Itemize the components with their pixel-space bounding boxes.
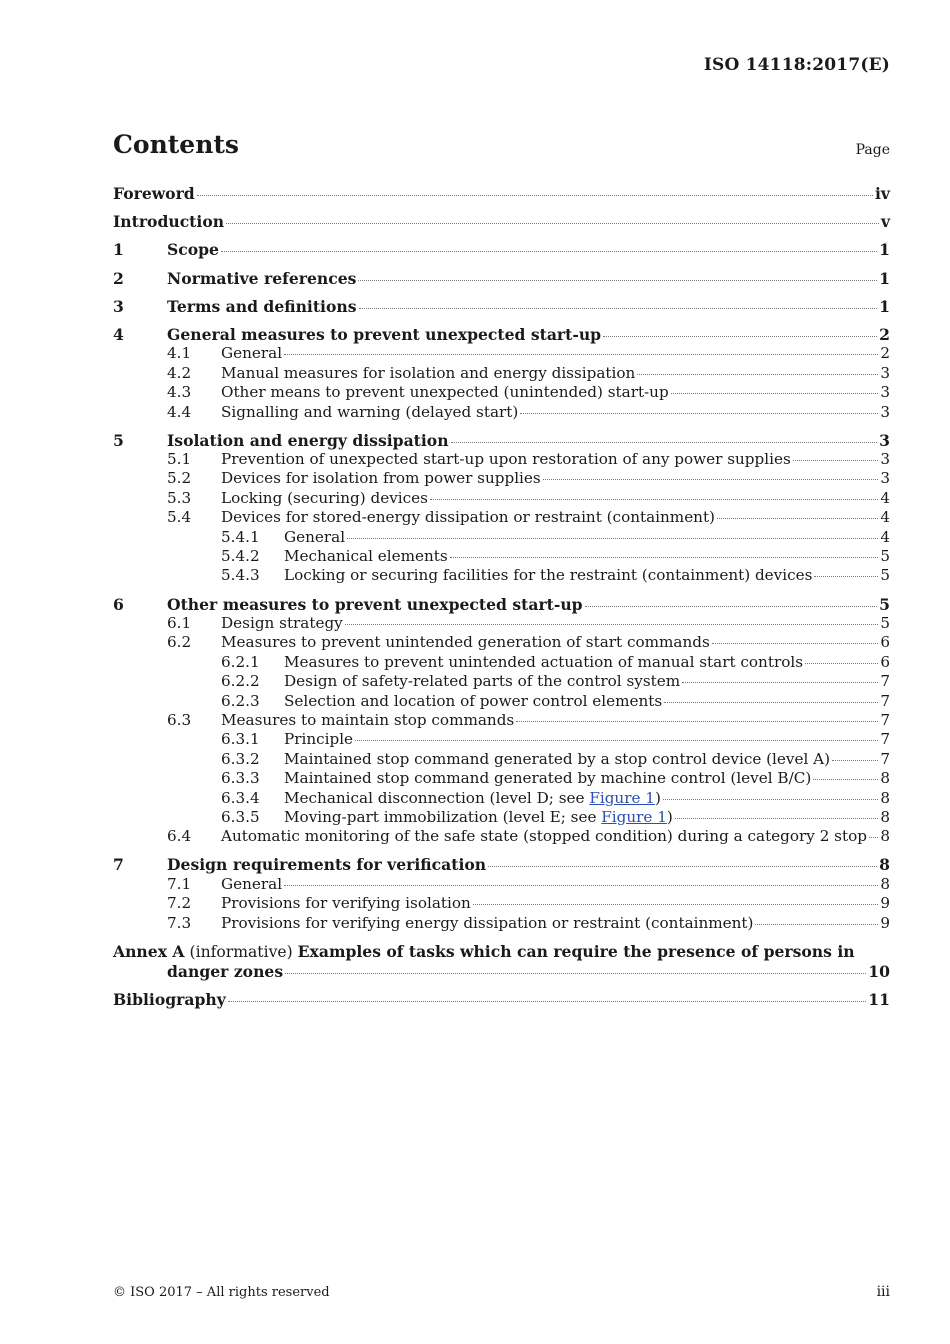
toc-label: Bibliography (113, 990, 226, 1010)
toc-number: 1 (113, 240, 124, 260)
leader-dots (284, 885, 878, 886)
leader-dots (755, 924, 878, 925)
toc-page: 7 (880, 710, 890, 729)
toc-page: 3 (880, 469, 890, 488)
leader-dots (197, 195, 873, 196)
toc-number: 6.3 (167, 710, 192, 729)
toc-number: 4.2 (167, 363, 192, 382)
toc-label: Design of safety-related parts of the control system (284, 672, 681, 691)
toc-label: Automatic monitoring of the safe state (stopped condition) during a category 2 stop (221, 827, 867, 846)
toc-number: 6.2.1 (221, 652, 260, 671)
toc-number: 4.1 (167, 344, 192, 363)
toc-entry-6[interactable] (113, 595, 890, 614)
page-title: Contents (113, 130, 240, 159)
toc-number: 7.3 (167, 913, 192, 932)
toc-number: 5 (113, 430, 124, 450)
toc-label-text: Moving-part immobilization (level E; see (284, 807, 602, 826)
toc-entry-6-2-1[interactable] (113, 653, 890, 672)
toc-page: 8 (880, 827, 890, 846)
leader-dots (869, 837, 878, 838)
toc-label: General measures to prevent unexpected start-up (167, 324, 602, 344)
leader-dots (663, 799, 878, 800)
leader-dots (675, 818, 878, 819)
leader-dots (814, 576, 878, 577)
toc-entry-1[interactable] (113, 240, 890, 259)
toc-entry-4-4[interactable] (113, 403, 890, 422)
page-column-label: Page (855, 142, 890, 158)
leader-dots (585, 606, 878, 607)
toc-page: 3 (880, 450, 890, 469)
leader-dots (516, 721, 878, 722)
toc-entry-4-3[interactable] (113, 383, 890, 402)
leader-dots (228, 1001, 867, 1002)
toc-number: 7.2 (167, 894, 192, 913)
leader-dots (355, 740, 878, 741)
toc-entry-5-3[interactable] (113, 489, 890, 508)
toc-label: Introduction (113, 212, 225, 232)
toc-page: 1 (879, 296, 890, 316)
toc-label-text: Mechanical disconnection (level D; see (284, 788, 590, 807)
toc-entry-6-2[interactable] (113, 633, 890, 652)
toc-label: General (221, 344, 283, 363)
toc-number: 4.4 (167, 402, 192, 421)
toc-page: 5 (879, 594, 890, 614)
leader-dots (682, 682, 878, 683)
toc-page: 8 (880, 807, 890, 826)
toc-label: Maintained stop command generated by a stop control device (level A) (284, 749, 831, 768)
toc-label: Other means to prevent unexpected (unintended) start-up (221, 383, 669, 402)
toc-page: 1 (879, 240, 890, 260)
toc-entry-6-3-5[interactable] (113, 808, 890, 827)
toc-page: 7 (880, 749, 890, 768)
annex-qualifier: (informative) (189, 942, 293, 961)
toc-entry-5-4-3[interactable] (113, 566, 890, 585)
toc-page: 9 (880, 894, 890, 913)
toc-entry-7-3[interactable] (113, 914, 890, 933)
toc-number: 7 (113, 855, 124, 875)
toc-entry-7-1[interactable] (113, 875, 890, 894)
toc-page: 8 (880, 788, 890, 807)
toc-number: 6.2.3 (221, 691, 260, 710)
toc-label: Design requirements for verification (167, 855, 487, 875)
toc-entry-7[interactable] (113, 855, 890, 874)
toc-page: 7 (880, 730, 890, 749)
toc-label: Signalling and warning (delayed start) (221, 402, 519, 421)
toc-page: 5 (880, 547, 890, 566)
toc-page: 5 (880, 614, 890, 632)
toc-page: 6 (880, 633, 890, 652)
toc-number: 4.3 (167, 383, 192, 402)
toc-number: 5.4 (167, 508, 192, 527)
toc-entry-annex-a[interactable] (113, 942, 890, 981)
toc-number: 6.3.3 (221, 769, 260, 788)
toc-entry-introduction[interactable] (113, 212, 890, 231)
toc-number: 4 (113, 324, 124, 344)
toc-entry-5[interactable] (113, 431, 890, 450)
toc-label-suffix: ) (666, 807, 673, 826)
toc-number: 5.1 (167, 450, 192, 469)
toc-page: 6 (880, 652, 890, 671)
toc-label: danger zones (167, 961, 284, 981)
leader-dots (664, 702, 878, 703)
toc-number: 6.1 (167, 614, 192, 632)
figure-1-link[interactable]: Figure 1 (601, 807, 667, 826)
toc-page: 11 (868, 990, 890, 1010)
leader-dots (430, 499, 878, 500)
toc-entry-6-4[interactable] (113, 827, 890, 846)
toc-label (284, 789, 661, 807)
toc-page: 3 (880, 363, 890, 382)
toc-label: Devices for isolation from power supplies (221, 469, 541, 488)
toc-label: Devices for stored-energy dissipation or restraint (containment) (221, 508, 715, 527)
toc-number: 6.3.2 (221, 749, 260, 768)
toc-entry-6-3-3[interactable] (113, 769, 890, 788)
toc-page: 7 (880, 672, 890, 691)
toc-entry-5-4-2[interactable] (113, 547, 890, 566)
toc-page: 3 (880, 383, 890, 402)
leader-dots (345, 624, 879, 625)
leader-dots (712, 643, 879, 644)
annex-prefix: Annex A (113, 941, 185, 961)
toc-label: General (221, 874, 283, 893)
annex-title-line (113, 942, 890, 962)
toc-label: General (284, 527, 346, 546)
toc-number: 5.4.2 (221, 547, 260, 566)
toc-label: Isolation and energy dissipation (167, 430, 449, 450)
leader-dots (805, 663, 878, 664)
toc-number: 6.3.4 (221, 788, 260, 807)
toc-label: Terms and definitions (167, 296, 357, 316)
toc-number: 3 (113, 296, 124, 316)
toc-entry-6-3-1[interactable] (113, 730, 890, 749)
toc-number: 5.3 (167, 488, 192, 507)
toc-entry-5-1[interactable] (113, 450, 890, 469)
page-number: iii (876, 1284, 890, 1300)
toc-number: 6.3.5 (221, 807, 260, 826)
toc-number: 5.4.1 (221, 527, 260, 546)
leader-dots (451, 442, 878, 443)
toc-page: v (880, 212, 890, 232)
leader-dots (359, 308, 878, 309)
toc-label: Locking or securing facilities for the restraint (containment) devices (284, 566, 813, 585)
toc-label: Selection and location of power control elements (284, 691, 663, 710)
toc-entry-4-1[interactable] (113, 344, 890, 363)
toc-label: Design strategy (221, 614, 343, 632)
toc-label: Principle (284, 730, 354, 749)
leader-dots (637, 374, 878, 375)
toc-page: 8 (880, 874, 890, 893)
leader-dots (473, 904, 879, 905)
toc-label: Mechanical elements (284, 547, 448, 566)
leader-dots (543, 479, 879, 480)
leader-dots (671, 393, 879, 394)
leader-dots (226, 223, 879, 224)
toc-entry-6-3-2[interactable] (113, 750, 890, 769)
toc-number: 6.3.1 (221, 730, 260, 749)
leader-dots (358, 280, 877, 281)
toc-page: 8 (879, 855, 890, 875)
toc-page: iv (875, 184, 890, 203)
toc-number: 5.4.3 (221, 566, 260, 585)
toc-label: Normative references (167, 268, 357, 288)
toc-page: 3 (879, 430, 890, 450)
toc-page: 4 (880, 488, 890, 507)
toc-entry-4-2[interactable] (113, 364, 890, 383)
toc-label: Prevention of unexpected start-up upon restoration of any power supplies (221, 450, 791, 469)
toc-label (284, 808, 673, 826)
toc-entry-6-2-3[interactable] (113, 692, 890, 711)
leader-dots (813, 779, 878, 780)
toc-label: Scope (167, 240, 219, 260)
toc-label: Measures to maintain stop commands (221, 710, 515, 729)
toc-label: Provisions for verifying isolation (221, 894, 471, 913)
toc-page: 9 (880, 913, 890, 932)
toc-entry-5-4-1[interactable] (113, 528, 890, 547)
standard-id: ISO 14118:2017(E) (703, 55, 890, 75)
toc-page: 5 (880, 566, 890, 585)
toc-number: 5.2 (167, 469, 192, 488)
toc-label-suffix: ) (654, 788, 661, 807)
leader-dots (832, 760, 878, 761)
toc-page: 7 (880, 691, 890, 710)
toc-page: 1 (879, 268, 890, 288)
toc-label: Foreword (113, 184, 195, 203)
toc-number: 6.4 (167, 827, 192, 846)
toc-entry-6-1[interactable] (113, 614, 890, 633)
toc-page: 10 (868, 961, 890, 981)
toc-entry-5-2[interactable] (113, 469, 890, 488)
leader-dots (520, 413, 878, 414)
toc-page: 2 (880, 344, 890, 363)
leader-dots (450, 557, 879, 558)
toc-number: 7.1 (167, 874, 192, 893)
leader-dots (284, 354, 878, 355)
leader-dots (488, 866, 877, 867)
toc-label: Maintained stop command generated by machine control (level B/C) (284, 769, 812, 788)
annex-title-continuation (113, 962, 890, 981)
toc-entry-4[interactable] (113, 325, 890, 344)
toc-entry-7-2[interactable] (113, 894, 890, 913)
toc-page: 2 (879, 324, 890, 344)
toc-label: Measures to prevent unintended actuation of manual start controls (284, 652, 803, 671)
toc-entry-foreword[interactable] (113, 184, 890, 203)
toc-page: 3 (880, 402, 890, 421)
table-of-contents (113, 184, 890, 1009)
toc-label: Other measures to prevent unexpected start-up (167, 594, 583, 614)
toc-entry-2[interactable] (113, 269, 890, 288)
toc-entry-bibliography[interactable] (113, 990, 890, 1009)
toc-label: Locking (securing) devices (221, 488, 428, 507)
toc-number: 6.2 (167, 633, 192, 652)
annex-title: Examples of tasks which can require the presence of persons in (297, 941, 855, 961)
toc-label: Measures to prevent unintended generation of start commands (221, 633, 710, 652)
toc-number: 2 (113, 268, 124, 288)
toc-page: 4 (880, 527, 890, 546)
toc-label: Manual measures for isolation and energy dissipation (221, 363, 636, 382)
toc-number: 6 (113, 594, 124, 614)
leader-dots (285, 973, 866, 974)
leader-dots (603, 336, 877, 337)
leader-dots (221, 251, 877, 252)
copyright-notice: © ISO 2017 – All rights reserved (113, 1285, 330, 1300)
toc-entry-3[interactable] (113, 297, 890, 316)
leader-dots (717, 518, 878, 519)
toc-entry-6-3-4[interactable] (113, 789, 890, 808)
figure-1-link[interactable]: Figure 1 (589, 788, 655, 807)
leader-dots (793, 460, 879, 461)
toc-page: 4 (880, 508, 890, 527)
toc-page: 8 (880, 769, 890, 788)
toc-entry-6-3[interactable] (113, 711, 890, 730)
leader-dots (347, 538, 878, 539)
toc-label: Provisions for verifying energy dissipation or restraint (containment) (221, 913, 754, 932)
toc-number: 6.2.2 (221, 672, 260, 691)
toc-entry-5-4[interactable] (113, 508, 890, 527)
toc-entry-6-2-2[interactable] (113, 672, 890, 691)
